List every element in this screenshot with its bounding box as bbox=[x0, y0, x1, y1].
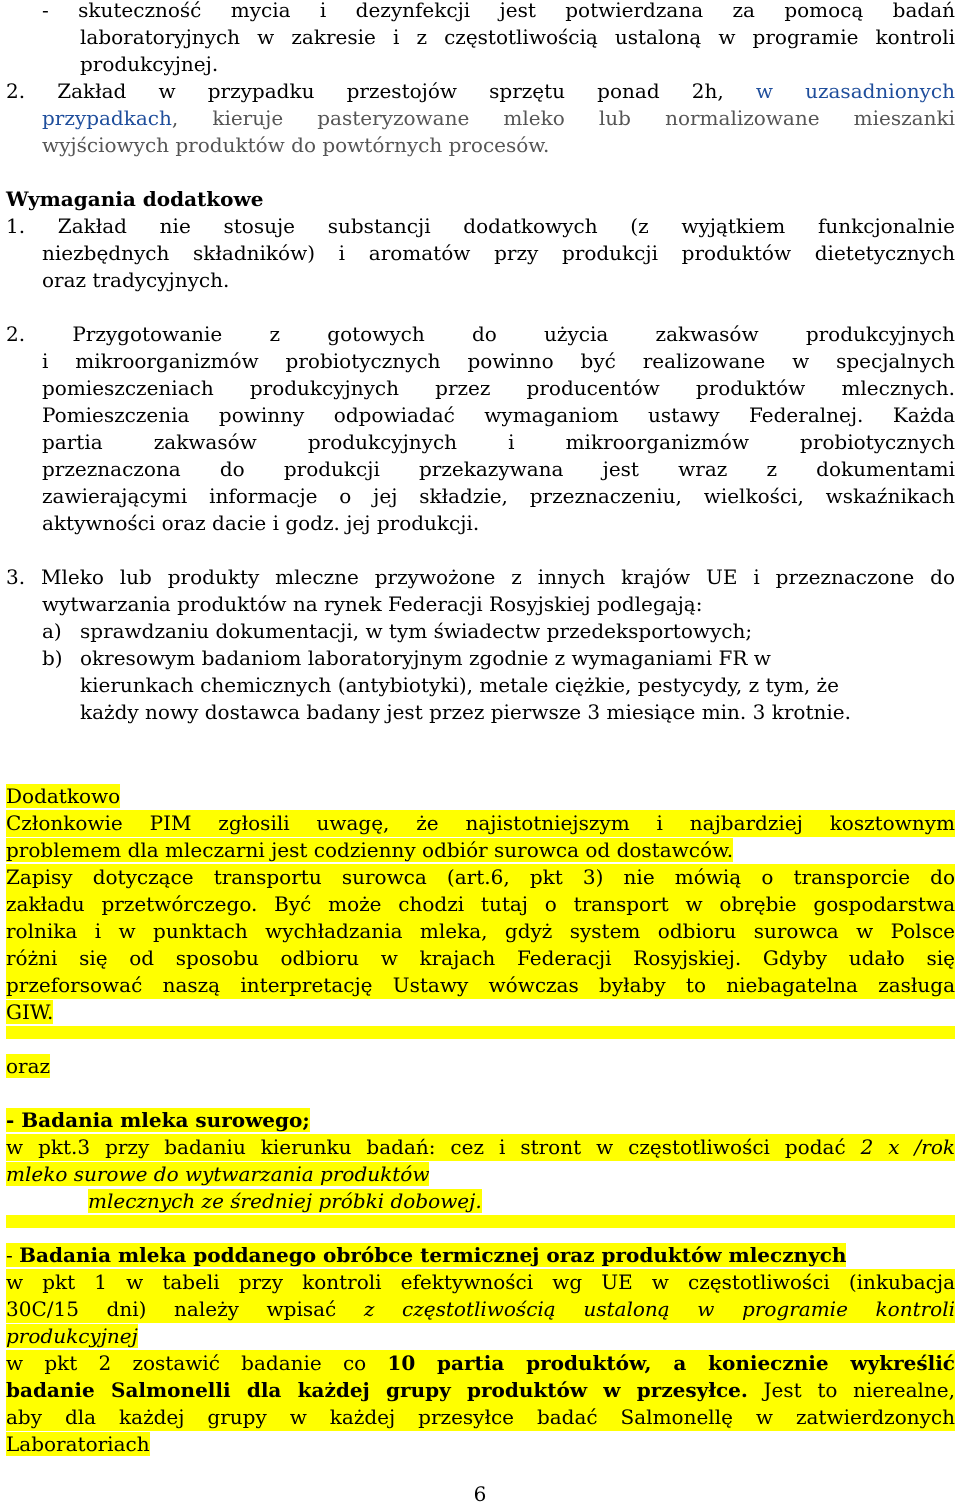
text-line: aktywności oraz dacie i godz. jej produkcji. bbox=[42, 511, 480, 535]
text-line bbox=[6, 1161, 960, 1188]
text-line: pomieszczeniach produkcyjnych przez producentów produktów mlecznych. bbox=[42, 376, 955, 400]
highlighted-text: problemem dla mleczarni jest codzienny odbiór surowca od dostawców. bbox=[6, 838, 734, 862]
highlighted-text: - Badania mleka surowego; bbox=[6, 1108, 310, 1132]
highlighted-text: Dodatkowo bbox=[6, 784, 121, 808]
text-line bbox=[6, 1107, 960, 1134]
list-marker: b) bbox=[42, 646, 63, 670]
list-marker: a) bbox=[42, 619, 62, 643]
text-span: Jest to nierealne, bbox=[747, 1378, 955, 1402]
page-number: 6 bbox=[473, 1482, 487, 1506]
text-line: i mikroorganizmów probiotycznych powinno być realizowane w specjalnych bbox=[42, 349, 955, 373]
text-span: 30C/15 dni) należy wpisać bbox=[6, 1297, 364, 1321]
text-span: badanie Salmonelli dla każdej grupy produktów w przesyłce. bbox=[6, 1378, 748, 1402]
highlighted-line: w pkt 1 w tabeli przy kontroli efektywności wg UE w częstotliwości (inkubacja bbox=[6, 1270, 955, 1294]
highlighted-text bbox=[6, 1243, 846, 1267]
text-span: w pkt.3 przy badaniu kierunku badań: cez i stront w częstotliwości podać bbox=[6, 1135, 861, 1159]
text-span: przypadkach bbox=[42, 106, 172, 130]
text-line: Pomieszczenia powinny odpowiadać wymaganiom ustawy Federalnej. Każda bbox=[42, 403, 955, 427]
highlighted-line: przeforsować naszą interpretację Ustawy wówczas byłaby to niebagatelna zasługa bbox=[6, 973, 955, 997]
text-line: partia zakwasów produkcyjnych i mikroorganizmów probiotycznych bbox=[42, 430, 955, 454]
text-line: zawierającymi informacje o jej składzie, przeznaczeniu, wielkości, wskaźnikach bbox=[42, 484, 955, 508]
text-span: z częstotliwością ustaloną w programie kontroli bbox=[363, 1297, 956, 1321]
text-span: , kieruje pasteryzowane mleko lub normalizowane mieszanki bbox=[171, 106, 955, 130]
text-line bbox=[6, 837, 960, 864]
highlight-spacer bbox=[6, 1026, 955, 1039]
highlighted-text: Laboratoriach bbox=[6, 1432, 150, 1456]
text-line: niezbędnych składników) i aromatów przy produkcji produktów dietetycznych bbox=[42, 241, 955, 265]
section-heading: Wymagania dodatkowe bbox=[6, 187, 264, 211]
text-line: 2. Przygotowanie z gotowych do użycia zakwasów produkcyjnych bbox=[6, 322, 955, 346]
text-line: przeznaczona do produkcji przekazywana jest wraz z dokumentami bbox=[42, 457, 955, 481]
text-span: 10 partia produktów, a koniecznie wykreślić bbox=[387, 1351, 955, 1375]
highlighted-line bbox=[6, 1350, 955, 1377]
text-line bbox=[88, 1188, 960, 1215]
text-line: - skuteczność mycia i dezynfekcji jest potwierdzana za pomocą badań bbox=[42, 0, 955, 22]
highlighted-line: rolnika i w punktach wychładzania mleka, gdyż system odbioru surowca w Polsce bbox=[6, 919, 955, 943]
highlighted-line bbox=[6, 1377, 955, 1404]
text-line: oraz tradycyjnych. bbox=[42, 268, 230, 292]
text-line: 1. Zakład nie stosuje substancji dodatkowych (z wyjątkiem funkcjonalnie bbox=[6, 214, 955, 238]
text-line bbox=[6, 1242, 960, 1269]
text-line bbox=[42, 105, 955, 132]
text-line: produkcyjnej. bbox=[80, 52, 219, 76]
highlighted-line: Członkowie PIM zgłosili uwagę, że najistotniejszym i najbardziej kosztownym bbox=[6, 811, 955, 835]
text-line: wytwarzania produktów na rynek Federacji Rosyjskiej podlegają: bbox=[42, 592, 703, 616]
text-span: sprawdzaniu dokumentacji, w tym świadectw przedeksportowych; bbox=[80, 619, 753, 643]
text-line: kierunkach chemicznych (antybiotyki), metale ciężkie, pestycydy, z tym, że bbox=[80, 673, 839, 697]
text-line bbox=[6, 78, 955, 105]
highlighted-line: Zapisy dotyczące transportu surowca (art.6, pkt 3) nie mówią o transporcie do bbox=[6, 865, 955, 889]
list-item-a bbox=[42, 618, 960, 645]
text-line: wyjściowych produktów do powtórnych procesów. bbox=[42, 133, 550, 157]
list-item-b bbox=[42, 645, 960, 672]
highlighted-text: mlecznych ze średniej próbki dobowej. bbox=[88, 1189, 482, 1213]
text-span: w pkt 2 zostawić badanie co bbox=[6, 1351, 388, 1375]
highlighted-text: mleko surowe do wytwarzania produktów bbox=[6, 1162, 430, 1186]
text-span: 2 x /rok bbox=[860, 1135, 955, 1159]
text-line: laboratoryjnych w zakresie i z częstotliwością ustaloną w programie kontroli bbox=[80, 25, 955, 49]
text-span: okresowym badaniom laboratoryjnym zgodnie z wymaganiami FR w bbox=[80, 646, 771, 670]
text-line: każdy nowy dostawca badany jest przez pierwsze 3 miesiące min. 3 krotnie. bbox=[80, 700, 851, 724]
text-span: - bbox=[6, 1243, 20, 1267]
highlighted-line: aby dla każdej grupy w każdej przesyłce badać Salmonellę w zatwierdzonych bbox=[6, 1405, 955, 1429]
text-span: 2. Zakład w przypadku przestojów sprzętu ponad 2h, bbox=[6, 79, 756, 103]
highlighted-line: zakładu przetwórczego. Być może chodzi tutaj o transport w obrębie gospodarstwa bbox=[6, 892, 955, 916]
highlight-spacer bbox=[6, 1215, 955, 1228]
highlighted-line bbox=[6, 1134, 955, 1161]
text-line: 3. Mleko lub produkty mleczne przywożone z innych krajów UE i przeznaczone do bbox=[6, 565, 955, 589]
highlighted-text: produkcyjnej bbox=[6, 1324, 138, 1348]
text-line bbox=[6, 999, 960, 1026]
highlighted-text: GIW. bbox=[6, 1000, 54, 1024]
text-span: Badania mleka poddanego obróbce termicznej oraz produktów mlecznych bbox=[19, 1243, 847, 1267]
text-line bbox=[6, 783, 960, 810]
text-line bbox=[6, 1431, 960, 1458]
highlighted-text: oraz bbox=[6, 1054, 51, 1078]
text-span: w uzasadnionych bbox=[755, 79, 955, 103]
text-line bbox=[6, 1053, 960, 1080]
highlighted-line bbox=[6, 1296, 955, 1323]
highlighted-line: różni się od sposobu odbioru w krajach Federacji Rosyjskiej. Gdyby udało się bbox=[6, 946, 955, 970]
text-line bbox=[6, 1323, 960, 1350]
